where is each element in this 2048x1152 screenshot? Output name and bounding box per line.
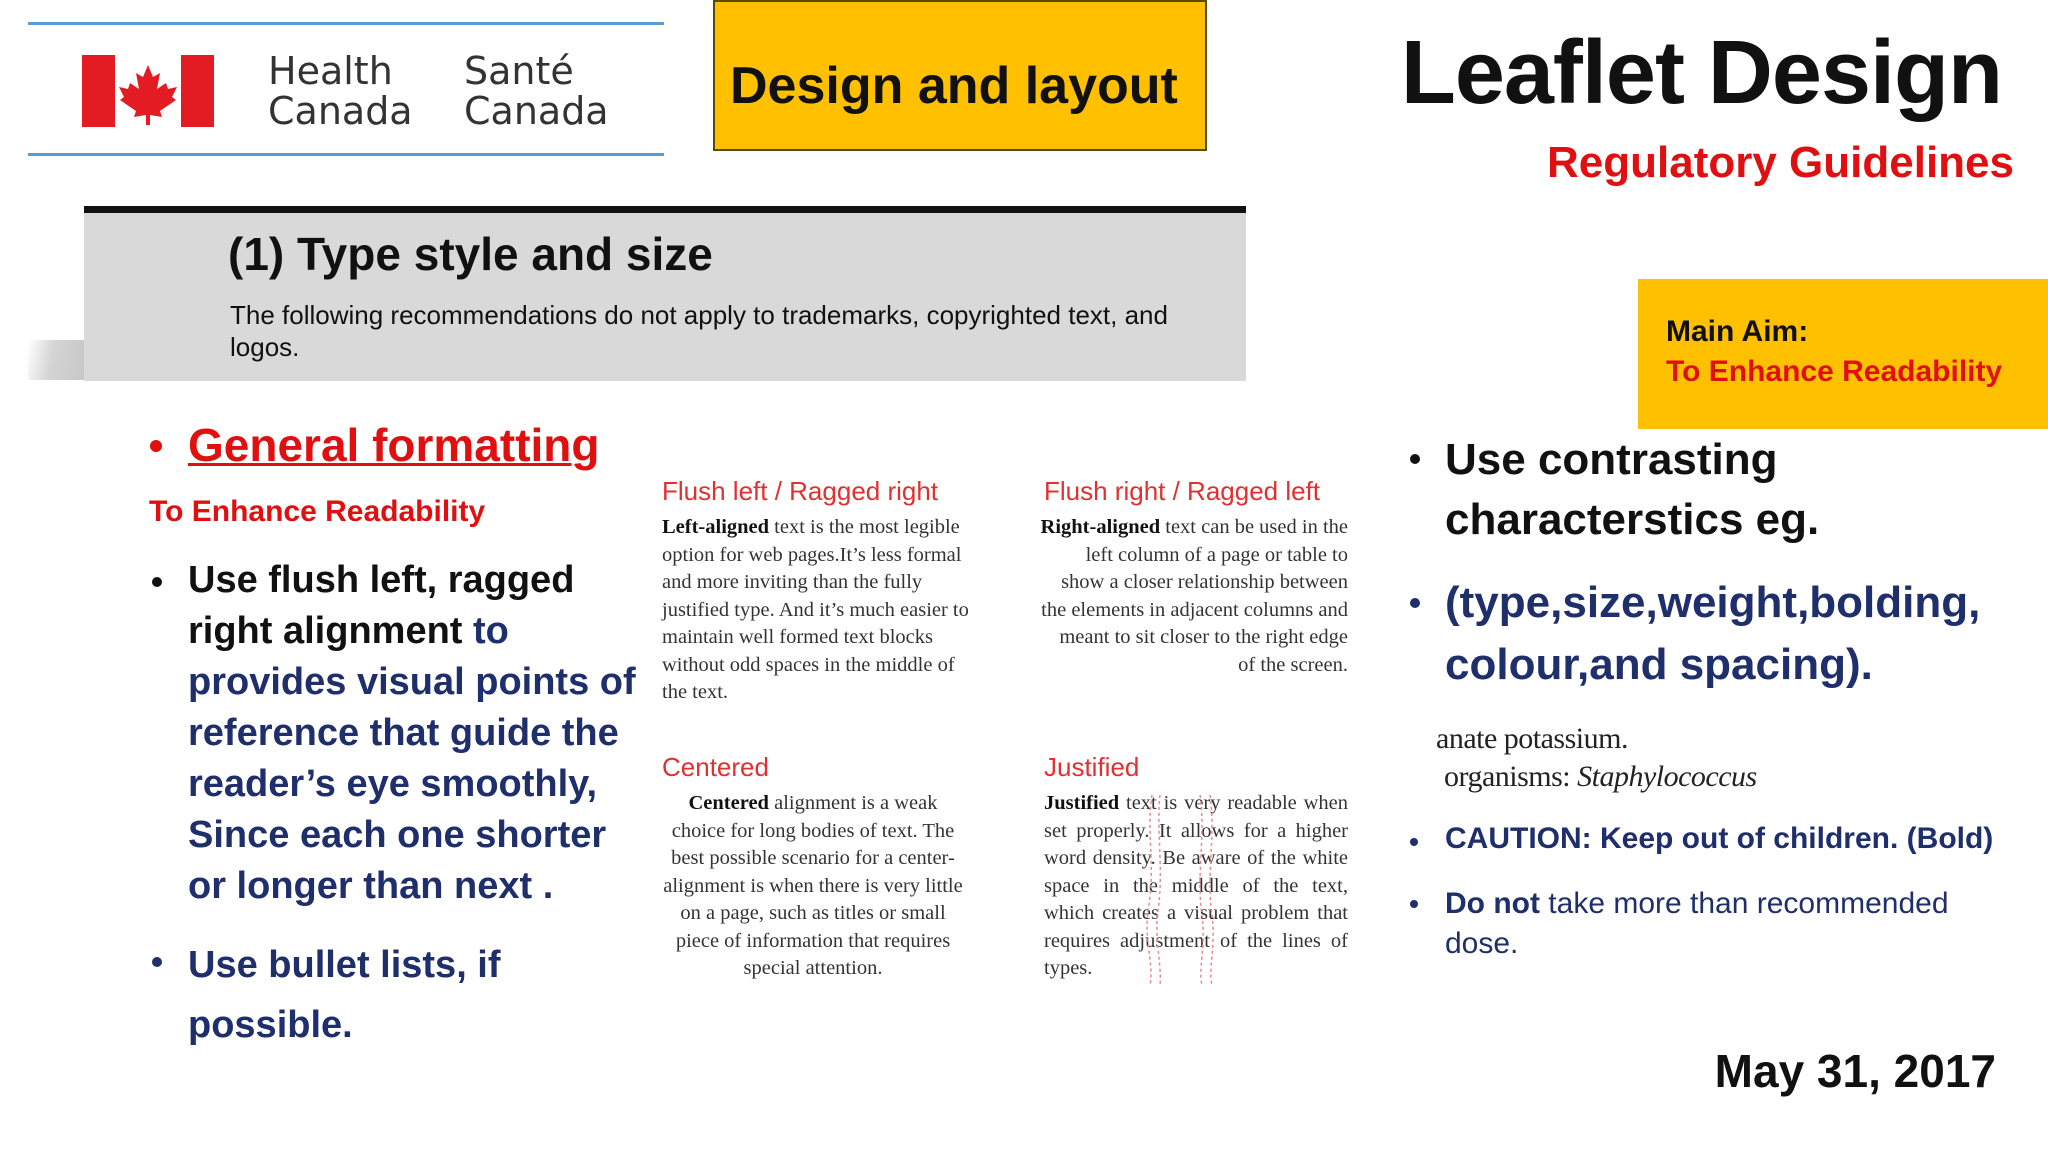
example-text: alignment is a weak choice for long bodies of text. The best possible scenario for a center-alignment is when there is very little on a page, such as titles or small piece of information that requires special attention. <box>663 792 963 979</box>
bullet-dot <box>1410 900 1418 908</box>
example-text: text is the most legible option for web pages.It’s less formal and more inviting than the fully justified type. And it’s much easier to maintain well formed text blocks without odd spaces in the middle of the text. <box>662 516 969 703</box>
bullet-dose-bold: Do not <box>1445 887 1540 920</box>
example-body-flush-left <box>662 514 972 707</box>
bullet-dot <box>1410 838 1418 846</box>
section-label-box <box>713 0 1207 151</box>
example-text: text is very readable when set properly. It allows for a higher word density. Be aware of the white space in the middle of the text, which creates a visual problem that requires adjustment of the lines of types. <box>1044 792 1348 979</box>
slide-date: May 31, 2017 <box>1714 1045 1996 1097</box>
logo-text-french <box>464 51 609 131</box>
section-label: Design and layout <box>730 57 1178 115</box>
sample-text-line2 <box>1444 760 1757 794</box>
example-title-justified: Justified <box>1044 752 1140 782</box>
logo-french-line2: Canada <box>464 89 609 133</box>
example-body-flush-right <box>1040 514 1348 679</box>
example-lead: Left-aligned <box>662 516 770 538</box>
bullet-dot <box>150 440 162 452</box>
sample-text-line1: anate potassium. <box>1436 722 1628 755</box>
main-aim-value: To Enhance Readability <box>1666 355 2003 388</box>
bullet-characteristics: (type,size,weight,bolding, colour,and spacing). <box>1445 578 1981 689</box>
bullet-alignment-rest: to provides visual points of reference that guide the reader’s eye smoothly, Since each one shorter or longer than next . <box>188 610 636 907</box>
topic-band <box>84 206 1246 381</box>
bullet-lists: Use bullet lists, if possible. <box>188 944 501 1046</box>
sample-text-italic: Staphylococcus <box>1577 760 1757 793</box>
page-subtitle: Regulatory Guidelines <box>1547 138 2014 187</box>
topic-heading: (1) Type style and size <box>228 228 713 280</box>
example-title-flush-right: Flush right / Ragged left <box>1044 476 1321 506</box>
main-aim-box <box>1638 279 2048 429</box>
bullet-alignment-lead: Use flush left, ragged right alignment <box>188 559 575 652</box>
sample-text-prefix: organisms: <box>1444 760 1578 793</box>
logo-french-line1: Santé <box>464 49 574 93</box>
bullet-caution: CAUTION: Keep out of children. (Bold) <box>1445 822 1994 855</box>
example-title-centered: Centered <box>662 752 769 782</box>
logo-text-english <box>268 51 413 131</box>
canada-flag-icon <box>82 55 214 127</box>
bullet-dot <box>1410 598 1420 608</box>
bullet-alignment <box>188 555 648 912</box>
bullet-dot <box>1410 454 1420 464</box>
example-lead: Right-aligned <box>1040 516 1161 538</box>
example-lead: Justified <box>1044 792 1120 814</box>
general-formatting-heading: General formatting <box>188 419 600 471</box>
example-lead: Centered <box>688 792 769 814</box>
topic-description: The following recommendations do not apply to trademarks, copyrighted text, and logos. <box>230 300 1168 362</box>
page-title: Leaflet Design <box>1400 23 2002 123</box>
general-formatting-subheading: To Enhance Readability <box>149 495 486 528</box>
bullet-dot <box>152 957 162 967</box>
health-canada-logo <box>28 22 664 156</box>
bullet-dot <box>152 577 162 587</box>
band-shadow <box>28 340 88 380</box>
example-text: text can be used in the left column of a page or table to show a closer relationship between the elements in adjacent columns and meant to sit closer to the right edge of the screen. <box>1041 516 1348 676</box>
white-space-rivers-illustration <box>1130 790 1280 990</box>
main-aim-label: Main Aim: <box>1666 315 1809 348</box>
logo-english-line1: Health <box>268 49 393 93</box>
example-body-centered <box>662 790 964 983</box>
bullet-contrasting: Use contrasting characterstics eg. <box>1445 435 1820 544</box>
bullet-dose <box>1445 884 2025 964</box>
example-title-flush-left: Flush left / Ragged right <box>662 476 939 506</box>
logo-english-line2: Canada <box>268 89 413 133</box>
bullet-dose-rest: take more than recommended dose. <box>1445 887 1949 960</box>
